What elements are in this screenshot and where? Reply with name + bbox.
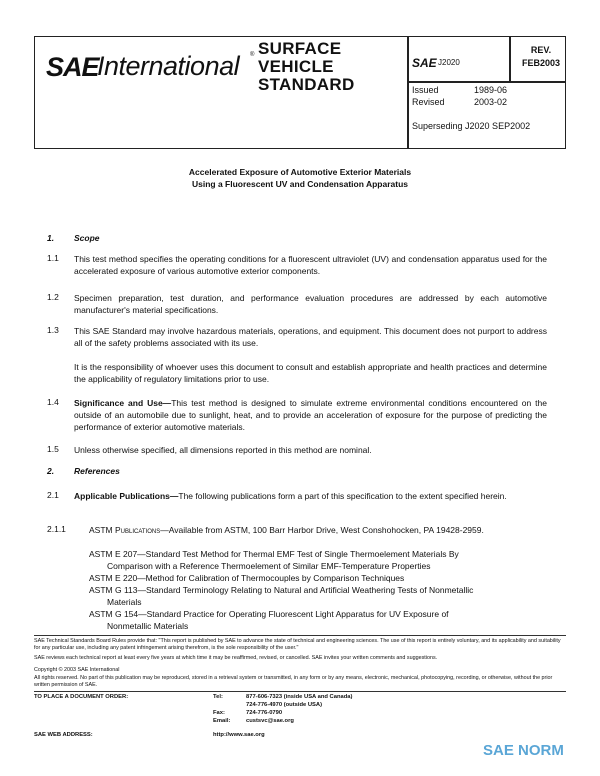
mini-sae-logo: SAE bbox=[412, 56, 437, 70]
section-2-1-text: The following publications form a part of this specification to the extent specified herein. bbox=[178, 491, 507, 501]
issued-value: 1989-06 bbox=[474, 85, 508, 95]
footer-review: SAE reviews each technical report at least every five years at which time it may be reaffirmed, revised, or cancelled. SAE invites your written comments and suggestions. bbox=[34, 655, 438, 661]
revision-box bbox=[518, 44, 564, 70]
footer-rights: All rights reserved. No part of this publication may be reproduced, stored in a retrieval system or transmitted, in any form or by any means, electronic, mechanical, photocopying, recording, or otherwise, without the prior written permission of SAE. bbox=[34, 675, 553, 688]
reference-item-cont: Nonmetallic Materials bbox=[107, 621, 189, 631]
section-1-4-paragraph bbox=[74, 397, 547, 433]
email-address[interactable]: custsvc@sae.org bbox=[246, 718, 294, 724]
fax-label: Fax: bbox=[213, 710, 225, 716]
section-1-4-number: 1.4 bbox=[47, 397, 59, 407]
fax-number: 724-776-0790 bbox=[246, 710, 283, 716]
email-label: Email: bbox=[213, 718, 231, 724]
logo-trademark: ® bbox=[250, 52, 255, 58]
section-1-4-lead: Significance and Use— bbox=[74, 398, 172, 408]
section-1-5-text: Unless otherwise specified, all dimensions reported in this method are nominal. bbox=[74, 445, 372, 455]
reference-item: ASTM E 207—Standard Test Method for Thermal EMF Test of Single Thermoelement Materials By bbox=[89, 549, 459, 559]
tel-label: Tel: bbox=[213, 694, 223, 700]
rev-label: REV. bbox=[530, 45, 552, 55]
standard-type: SURFACE VEHICLE STANDARD bbox=[258, 39, 355, 94]
header-divider-right bbox=[509, 37, 511, 82]
revised-label: Revised bbox=[412, 97, 445, 107]
reference-item: ASTM G 154—Standard Practice for Operating Fluorescent Light Apparatus for UV Exposure of bbox=[89, 609, 449, 619]
section-2-title: References bbox=[74, 466, 120, 476]
section-1-3-text-2: It is the responsibility of whoever uses this document to consult and establish appropriate and health practices and determine the applicability of regulatory limitations prior to use. bbox=[74, 362, 547, 384]
web-link[interactable]: http://www.sae.org bbox=[213, 732, 265, 738]
reference-list bbox=[89, 548, 547, 632]
sae-norm-watermark: SAE NORM bbox=[483, 742, 564, 759]
footer-copyright: Copyright © 2003 SAE International bbox=[34, 667, 120, 673]
section-1-2-text: Specimen preparation, test duration, and performance evaluation procedures are addressed by each automotive manufacturer's material specifications. bbox=[74, 293, 547, 315]
section-2-1-lead: Applicable Publications— bbox=[74, 491, 179, 501]
footer-policy: SAE Technical Standards Board Rules provide that: "This report is published by SAE to advance the state of technical and engineering sciences. The use of this report is entirely voluntary, and its applicability and suitability for any particular use, including any patent infringement arising therefrom, is the sole responsibility of the user." bbox=[34, 638, 561, 651]
section-1-2-number: 1.2 bbox=[47, 292, 59, 302]
reference-item: ASTM E 220—Method for Calibration of Thermocouples by Comparison Techniques bbox=[89, 573, 405, 583]
rev-value: FEB2003 bbox=[521, 58, 561, 68]
issued-label: Issued bbox=[412, 85, 439, 95]
tel-inside: 877-606-7323 (inside USA and Canada) bbox=[246, 694, 353, 700]
sae-logo: SAE bbox=[46, 52, 99, 82]
international-logo: International bbox=[97, 51, 240, 81]
superseding: Superseding J2020 SEP2002 bbox=[412, 121, 531, 131]
document-number: J2020 bbox=[438, 58, 460, 67]
section-1-3-text: This SAE Standard may involve hazardous materials, operations, and equipment. This document does not purport to address all of the safety problems associated with its use. bbox=[74, 326, 547, 348]
footer-rule bbox=[34, 635, 566, 636]
header-divider-h bbox=[407, 81, 565, 83]
web-label: SAE WEB ADDRESS: bbox=[34, 732, 93, 738]
section-1-number: 1. bbox=[47, 233, 55, 243]
revised-value: 2003-02 bbox=[474, 97, 508, 107]
section-1-title: Scope bbox=[74, 233, 100, 243]
section-1-4-text: This test method is designed to simulate extreme environmental conditions encountered on the outside of an automobile due to sunlight, heat, and to provide an acceleration of exposure for the purpose of predicting the performance of exterior automotive materials. bbox=[74, 398, 548, 432]
section-1-1-text: This test method specifies the operating conditions for a fluorescent ultraviolet (UV) and condensation apparatus used for the accelerated exposure of various automotive exterior components. bbox=[74, 254, 547, 276]
section-2-1-1-lead: ASTM Publications bbox=[89, 525, 161, 535]
section-1-1-number: 1.1 bbox=[47, 253, 59, 263]
section-2-1-1-text: —Available from ASTM, 100 Barr Harbor Drive, West Conshohocken, PA 19428-2959. bbox=[160, 525, 484, 535]
header-divider-left bbox=[407, 37, 409, 148]
section-2-1-1-number: 2.1.1 bbox=[47, 524, 66, 534]
reference-item-cont: Comparison with a Reference Thermoelement of Similar EMF-Temperature Properties bbox=[107, 561, 431, 571]
section-2-1-1-paragraph bbox=[89, 524, 547, 536]
footer-rule-2 bbox=[34, 691, 566, 692]
tel-outside: 724-776-4970 (outside USA) bbox=[246, 702, 323, 708]
reference-item-cont: Materials bbox=[107, 597, 142, 607]
order-label: TO PLACE A DOCUMENT ORDER: bbox=[34, 694, 129, 700]
section-1-3-number: 1.3 bbox=[47, 325, 59, 335]
section-2-number: 2. bbox=[47, 466, 55, 476]
section-2-1-paragraph bbox=[74, 490, 547, 502]
reference-item: ASTM G 113—Standard Terminology Relating to Natural and Artificial Weathering Tests of Nonmetallic bbox=[89, 585, 474, 595]
document-title: Accelerated Exposure of Automotive Exterior Materials Using a Fluorescent UV and Condensation Apparatus bbox=[188, 167, 412, 189]
section-1-5-number: 1.5 bbox=[47, 444, 59, 454]
section-2-1-number: 2.1 bbox=[47, 490, 59, 500]
